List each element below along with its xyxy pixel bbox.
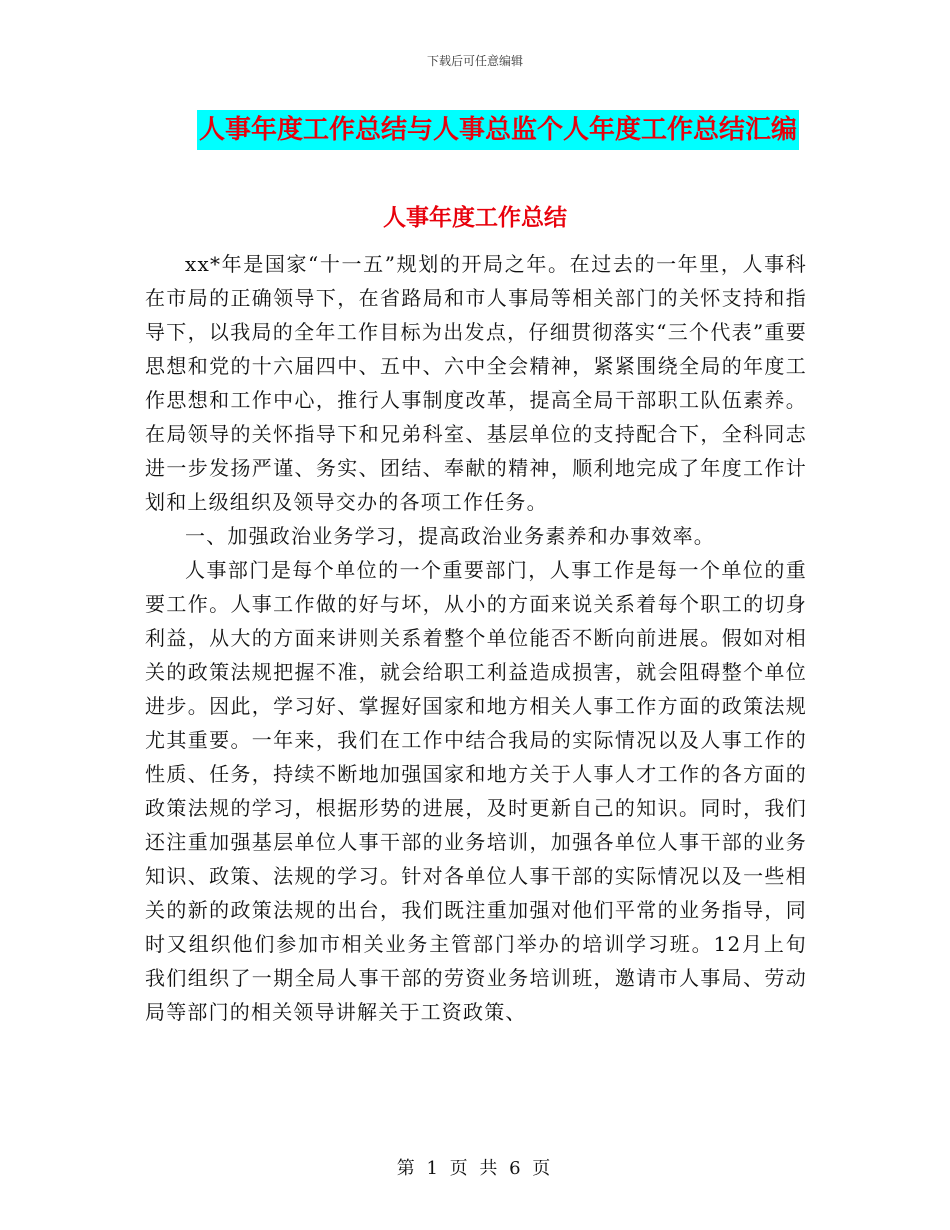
paragraph: xx*年是国家“十一五”规划的开局之年。在过去的一年里，人事科在市局的正确领导下，在省路局和市人事局等相关部门的关怀支持和指导下，以我局的全年工作目标为出发点，仔细贯彻落实“三个代表”重要思想和党的十六届四中、五中、六中全会精神，紧紧围绕全局的年度工作思想和工作中心，推行人事制度改革，提高全局干部职工队伍素养。在局领导的关怀指导下和兄弟科室、基层单位的支持配合下，全科同志进一步发扬严谨、务实、团结、奉献的精神，顺利地完成了年度工作计划和上级组织及领导交办的各项工作任务。 <box>145 252 807 514</box>
document-title-container <box>0 110 950 150</box>
paragraph: 人事部门是每个单位的一个重要部门，人事工作是每一个单位的重要工作。人事工作做的好与坏，从小的方面来说关系着每个职工的切身利益，从大的方面来讲则关系着整个单位能否不断向前进展。假如对相关的政策法规把握不准，就会给职工利益造成损害，就会阻碍整个单位进步。因此，学习好、掌握好国家和地方相关人事工作方面的政策法规尤其重要。一年来，我们在工作中结合我局的实际情况以及人事工作的性质、任务，持续不断地加强国家和地方关于人事人才工作的各方面的政策法规的学习，根据形势的进展，及时更新自己的知识。同时，我们还注重加强基层单位人事干部的业务培训，加强各单位人事干部的业务知识、政策、法规的学习。针对各单位人事干部的实际情况以及一些相关的新的政策法规的出台，我们既注重加强对他们平常的业务指导，同时又组织他们参加市相关业务主管部门举办的培训学习班。12月上旬我们组织了一期全局人事干部的劳资业务培训班，邀请市人事局、劳动局等部门的相关领导讲解关于工资政策、 <box>145 558 807 1024</box>
page-number: 第 1 页 共 6 页 <box>396 1158 554 1179</box>
document-title: 人事年度工作总结与人事总监个人年度工作总结汇编 <box>197 110 799 150</box>
section-title: 人事年度工作总结 <box>383 205 567 231</box>
paragraph: 一、加强政治业务学习，提高政治业务素养和办事效率。 <box>185 524 715 548</box>
body-text <box>145 247 807 1029</box>
header-note: 下载后可任意编辑 <box>426 54 523 68</box>
